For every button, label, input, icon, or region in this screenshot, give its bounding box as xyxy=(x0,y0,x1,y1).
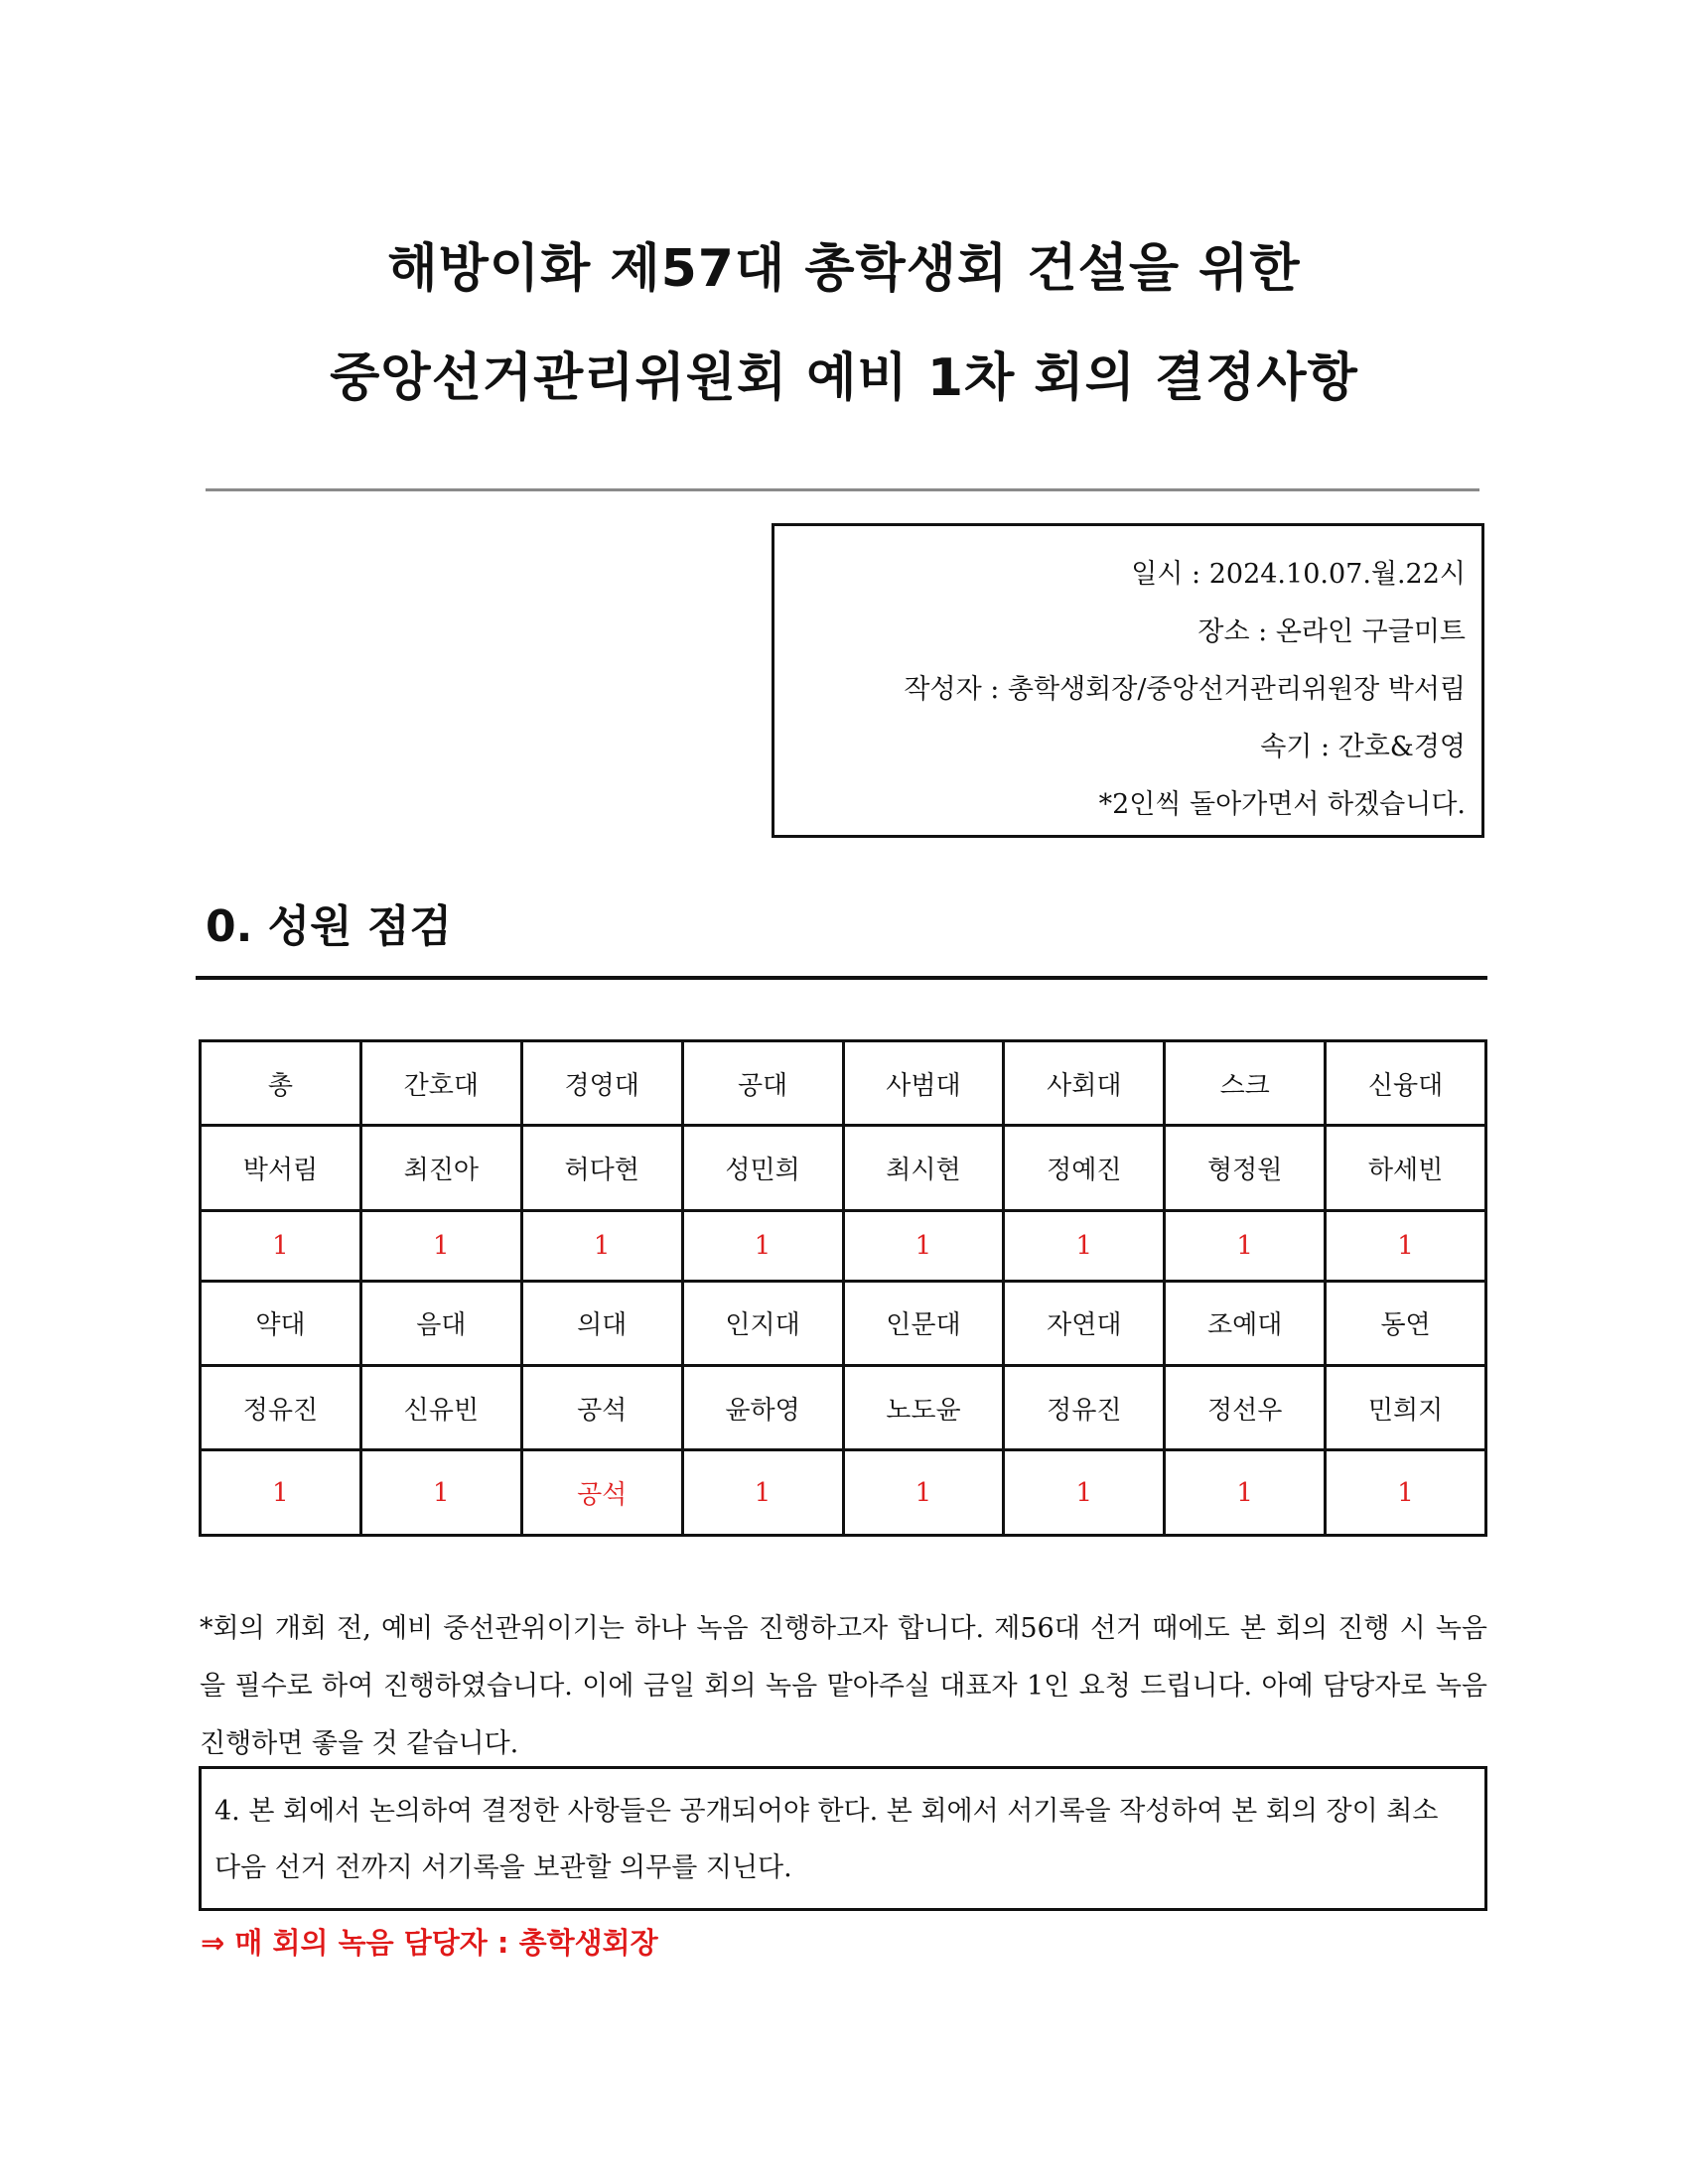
table-cell: 1 xyxy=(360,1210,521,1281)
table-cell: 정예진 xyxy=(1004,1126,1165,1210)
table-cell: 최시현 xyxy=(843,1126,1004,1210)
section-divider xyxy=(196,976,1487,980)
table-cell: 자연대 xyxy=(1004,1281,1165,1365)
table-cell: 1 xyxy=(843,1450,1004,1536)
attendance-table xyxy=(199,1039,1487,1537)
table-cell: 박서림 xyxy=(201,1126,361,1210)
table-cell: 1 xyxy=(1004,1210,1165,1281)
table-cell: 인문대 xyxy=(843,1281,1004,1365)
table-cell: 사범대 xyxy=(843,1041,1004,1126)
attendance-row xyxy=(201,1450,1486,1536)
table-cell: 의대 xyxy=(521,1281,682,1365)
meeting-info-box xyxy=(772,523,1484,838)
meeting-scribe: 속기 : 간호&경영 xyxy=(1260,732,1466,762)
member-row xyxy=(201,1126,1486,1210)
college-row xyxy=(201,1041,1486,1126)
table-cell: 하세빈 xyxy=(1326,1126,1486,1210)
table-cell: 1 xyxy=(682,1210,843,1281)
meeting-scribe-note: *2인씩 돌아가면서 하겠습니다. xyxy=(1098,789,1466,820)
document-title-line1: 해방이화 제57대 총학생회 건설을 위한 xyxy=(387,239,1301,299)
table-cell: 1 xyxy=(201,1450,361,1536)
table-cell: 1 xyxy=(201,1210,361,1281)
meeting-place: 장소 : 온라인 구글미트 xyxy=(1197,616,1466,647)
table-cell: 1 xyxy=(521,1210,682,1281)
table-cell: 윤하영 xyxy=(682,1365,843,1449)
table-cell: 약대 xyxy=(201,1281,361,1365)
document-title-line2: 중앙선거관리위원회 예비 1차 회의 결정사항 xyxy=(330,348,1358,408)
table-cell: 신융대 xyxy=(1326,1041,1486,1126)
table-cell: 조예대 xyxy=(1165,1281,1326,1365)
table-cell: 정선우 xyxy=(1165,1365,1326,1449)
table-cell: 경영대 xyxy=(521,1041,682,1126)
table-cell: 1 xyxy=(1165,1210,1326,1281)
table-cell: 민희지 xyxy=(1326,1365,1486,1449)
table-cell: 성민희 xyxy=(682,1126,843,1210)
table-cell: 1 xyxy=(1326,1210,1486,1281)
table-cell: 동연 xyxy=(1326,1281,1486,1365)
table-cell: 노도윤 xyxy=(843,1365,1004,1449)
title-divider xyxy=(206,488,1479,491)
table-cell: 공석 xyxy=(521,1365,682,1449)
table-cell: 허다현 xyxy=(521,1126,682,1210)
table-cell: 1 xyxy=(1326,1450,1486,1536)
table-cell: 음대 xyxy=(360,1281,521,1365)
table-cell: 1 xyxy=(843,1210,1004,1281)
table-cell: 스크 xyxy=(1165,1041,1326,1126)
rule-quote-text: 4. 본 회에서 논의하여 결정한 사항들은 공개되어야 한다. 본 회에서 서기록을 작성하여 본 회의 장이 최소 다음 선거 전까지 서기록을 보관할 의무를 지닌다. xyxy=(214,1796,1439,1883)
rule-quote-box xyxy=(199,1766,1487,1911)
meeting-date: 일시 : 2024.10.07.월.22시 xyxy=(1131,559,1466,590)
table-cell: 최진아 xyxy=(360,1126,521,1210)
table-cell: 사회대 xyxy=(1004,1041,1165,1126)
table-cell: 정유진 xyxy=(201,1365,361,1449)
table-cell: 공대 xyxy=(682,1041,843,1126)
table-cell: 1 xyxy=(360,1450,521,1536)
meeting-author: 작성자 : 총학생회장/중앙선거관리위원장 박서림 xyxy=(904,674,1466,705)
table-cell: 1 xyxy=(682,1450,843,1536)
table-cell: 정유진 xyxy=(1004,1365,1165,1449)
recording-note: *회의 개회 전, 예비 중선관위이기는 하나 녹음 진행하고자 합니다. 제56대 선거 때에도 본 회의 진행 시 녹음을 필수로 하여 진행하였습니다. 이에 금일 회의 녹음 맡아주실 대표자 1인 요청 드립니다. 아예 담당자로 녹음 진행하면 좋을 것 같습니다. xyxy=(200,1613,1487,1759)
table-cell: 1 xyxy=(1165,1450,1326,1536)
table-cell: 신유빈 xyxy=(360,1365,521,1449)
member-row xyxy=(201,1365,1486,1449)
table-cell: 총 xyxy=(201,1041,361,1126)
table-cell: 인지대 xyxy=(682,1281,843,1365)
table-cell: 형정원 xyxy=(1165,1126,1326,1210)
attendance-row xyxy=(201,1210,1486,1281)
table-cell: 간호대 xyxy=(360,1041,521,1126)
section-title-quorum: 0. 성원 점검 xyxy=(206,901,452,952)
table-cell: 1 xyxy=(1004,1450,1165,1536)
decision-result: ⇒ 매 회의 녹음 담당자 : 총학생회장 xyxy=(201,1926,658,1960)
table-cell: 공석 xyxy=(521,1450,682,1536)
college-row xyxy=(201,1281,1486,1365)
